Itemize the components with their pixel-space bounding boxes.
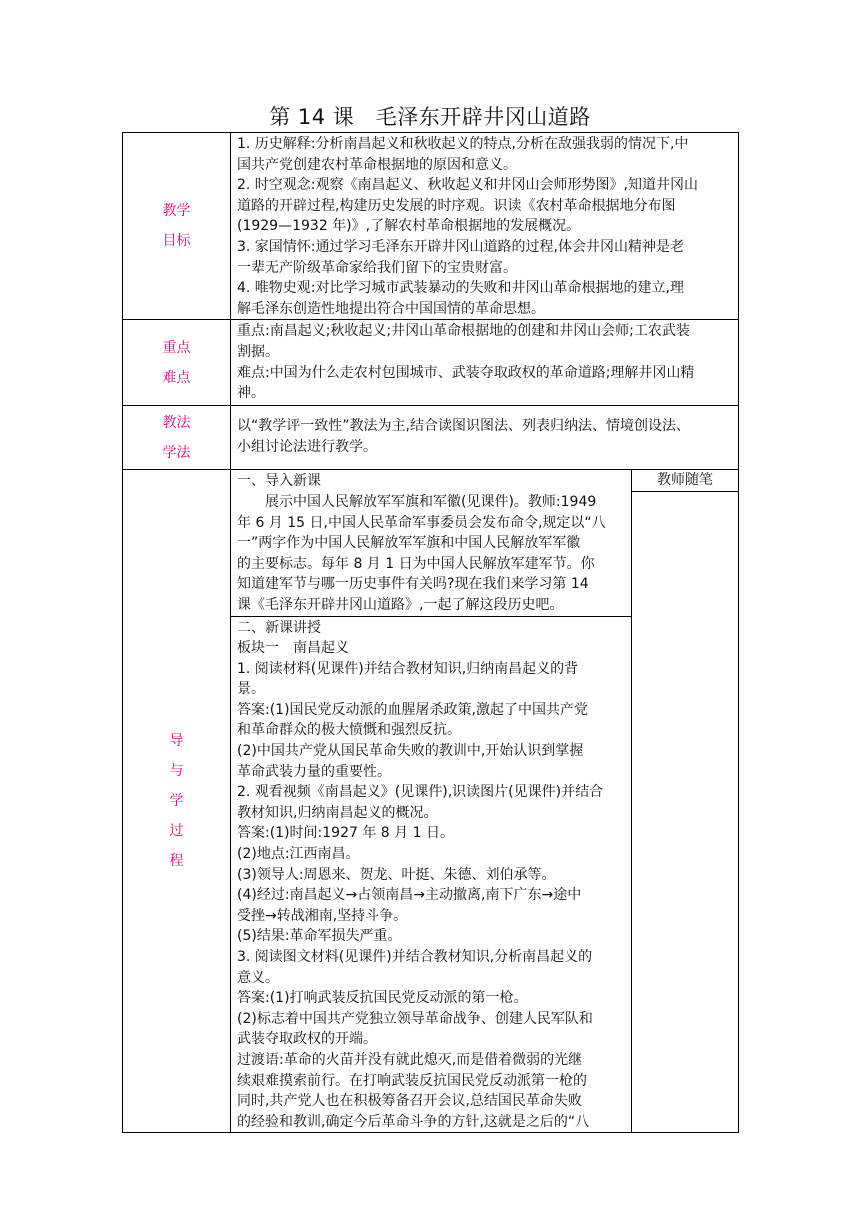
intro-line: 的主要标志。每年 8 月 1 日为中国人民解放军建军节。你 xyxy=(237,555,595,572)
objectives-content xyxy=(231,133,739,320)
lecture-line: (2)地点:江西南昌。 xyxy=(237,846,360,863)
page-title: 第 14 课 毛泽东开辟井冈山道路 xyxy=(269,105,591,129)
intro-line: 课《毛泽东开辟井冈山道路》,一起了解这段历史吧。 xyxy=(237,596,564,613)
intro-line: 展示中国人民解放军军旗和军徽(见课件)。教师:1949 xyxy=(265,493,597,510)
key-point-line: 重点:南昌起义;秋收起义;井冈山革命根据地的创建和井冈山会师;工农武装 xyxy=(237,323,690,340)
lecture-line: 革命武装力量的重要性。 xyxy=(237,763,391,780)
lecture-section xyxy=(231,616,631,1133)
lecture-line: 受挫→转战湘南,坚持斗争。 xyxy=(237,907,408,924)
objective-line: 4. 唯物史观:对比学习城市武装暴动的失败和井冈山革命根据地的建立,理 xyxy=(237,280,684,297)
objective-line: 1. 历史解释:分析南昌起义和秋收起义的特点,分析在敌强我弱的情况下,中 xyxy=(237,136,689,152)
lecture-line: 答案:(1)国民党反动派的血腥屠杀政策,激起了中国共产党 xyxy=(237,701,588,718)
lecture-line: 答案:(1)打响武装反抗国民党反动派的第一枪。 xyxy=(237,990,528,1007)
lecture-line: 2. 观看视频《南昌起义》(见课件),识读图片(见课件)并结合 xyxy=(237,784,604,801)
lecture-line: (4)经过:南昌起义→占领南昌→主动撤离,南下广东→途中 xyxy=(237,887,582,904)
intro-line: 一、导入新课 xyxy=(237,473,321,490)
intro-line: 一”两字作为中国人民解放军军旗和中国人民解放军军徽 xyxy=(237,535,581,552)
objective-line: 2. 时空观念:观察《南昌起义、秋收起义和井冈山会师形势图》,知道井冈山 xyxy=(237,177,698,194)
process-label xyxy=(123,470,231,1133)
process-label-char: 与 xyxy=(169,763,184,780)
method-line: 以“教学评一致性”教法为主,结合读图识图法、列表归纳法、情境创设法、 xyxy=(237,418,690,435)
lecture-line: 同时,共产党人也在积极筹备召开会议,总结国民革命失败 xyxy=(237,1093,582,1110)
teacher-notes-header: 教师随笔 xyxy=(632,470,738,492)
objectives-label xyxy=(123,133,231,320)
lesson-plan-table xyxy=(122,132,739,1133)
lecture-line: 景。 xyxy=(237,681,265,698)
process-label-char: 程 xyxy=(169,853,184,870)
objectives-row xyxy=(123,133,739,320)
key-point-line: 神。 xyxy=(237,385,265,402)
lecture-line: 的经验和教训,确定今后革命斗争的方针,这就是之后的“八 xyxy=(237,1113,590,1130)
lecture-line: (2)标志着中国共产党独立领导革命战争、创建人民军队和 xyxy=(237,1010,593,1027)
methods-row xyxy=(123,406,739,470)
process-row xyxy=(123,470,739,1133)
lecture-line: (3)领导人:周恩来、贺龙、叶挺、朱德、刘伯承等。 xyxy=(237,866,556,883)
method-line: 小组讨论法进行教学。 xyxy=(237,438,377,455)
key-points-label-line: 难点 xyxy=(162,369,191,386)
methods-content xyxy=(231,406,739,470)
methods-label-line: 教法 xyxy=(162,414,191,431)
lecture-line: 过渡语:革命的火苗并没有就此熄灭,而是借着微弱的光继 xyxy=(237,1051,583,1068)
objective-line: 3. 家国情怀:通过学习毛泽东开辟井冈山道路的过程,体会井冈山精神是老 xyxy=(237,238,684,255)
objectives-label-line: 目标 xyxy=(162,233,191,250)
process-label-char: 过 xyxy=(169,823,184,840)
lecture-line: (2)中国共产党从国民革命失败的教训中,开始认识到掌握 xyxy=(237,743,584,760)
lecture-line: 和革命群众的极大愤慨和强烈反抗。 xyxy=(237,722,461,739)
objective-line: 解毛泽东创造性地提出符合中国国情的革命思想。 xyxy=(237,300,545,317)
key-points-content xyxy=(231,320,739,406)
objective-line: 道路的开辟过程,构建历史发展的时序观。识读《农村革命根据地分布图 xyxy=(237,197,676,214)
process-content xyxy=(231,470,632,1133)
lecture-line: 二、新课讲授 xyxy=(237,619,321,636)
lecture-line: 3. 阅读图文材料(见课件)并结合教材知识,分析南昌起义的 xyxy=(237,949,593,965)
objective-line: 国共产党创建农村革命根据地的原因和意义。 xyxy=(237,156,517,173)
objective-line: (1929—1932 年)》,了解农村革命根据地的发展概况。 xyxy=(237,218,581,235)
intro-line: 年 6 月 15 日,中国人民革命军事委员会发布命令,规定以“八 xyxy=(237,514,606,531)
intro-line: 知道建军节与哪一历史事件有关吗?现在我们来学习第 14 xyxy=(237,576,589,593)
key-point-line: 割据。 xyxy=(237,343,279,360)
teacher-notes-column xyxy=(632,470,739,1133)
key-points-label-line: 重点 xyxy=(162,339,191,356)
methods-label-line: 学法 xyxy=(162,444,191,461)
lecture-line: 答案:(1)时间:1927 年 8 月 1 日。 xyxy=(237,825,454,842)
objectives-label-line: 教学 xyxy=(162,203,191,220)
lecture-line: 武装夺取政权的开端。 xyxy=(237,1031,377,1048)
process-label-char: 学 xyxy=(169,793,184,810)
objective-line: 一辈无产阶级革命家给我们留下的宝贵财富。 xyxy=(237,259,517,276)
methods-label xyxy=(123,406,231,470)
key-points-row xyxy=(123,320,739,406)
lecture-line: 教材知识,归纳南昌起义的概况。 xyxy=(237,804,438,821)
key-point-line: 难点:中国为什么走农村包围城市、武装夺取政权的革命道路;理解井冈山精 xyxy=(237,364,695,381)
lecture-line: 续艰难摸索前行。在打响武装反抗国民党反动派第一枪的 xyxy=(237,1072,587,1089)
key-points-label xyxy=(123,320,231,406)
lecture-line: (5)结果:革命军损失严重。 xyxy=(237,928,402,945)
lecture-line: 板块一 南昌起义 xyxy=(237,640,349,657)
lecture-line: 1. 阅读材料(见课件)并结合教材知识,归纳南昌起义的背 xyxy=(237,660,579,677)
process-label-char: 导 xyxy=(169,733,184,750)
lecture-line: 意义。 xyxy=(237,969,279,986)
